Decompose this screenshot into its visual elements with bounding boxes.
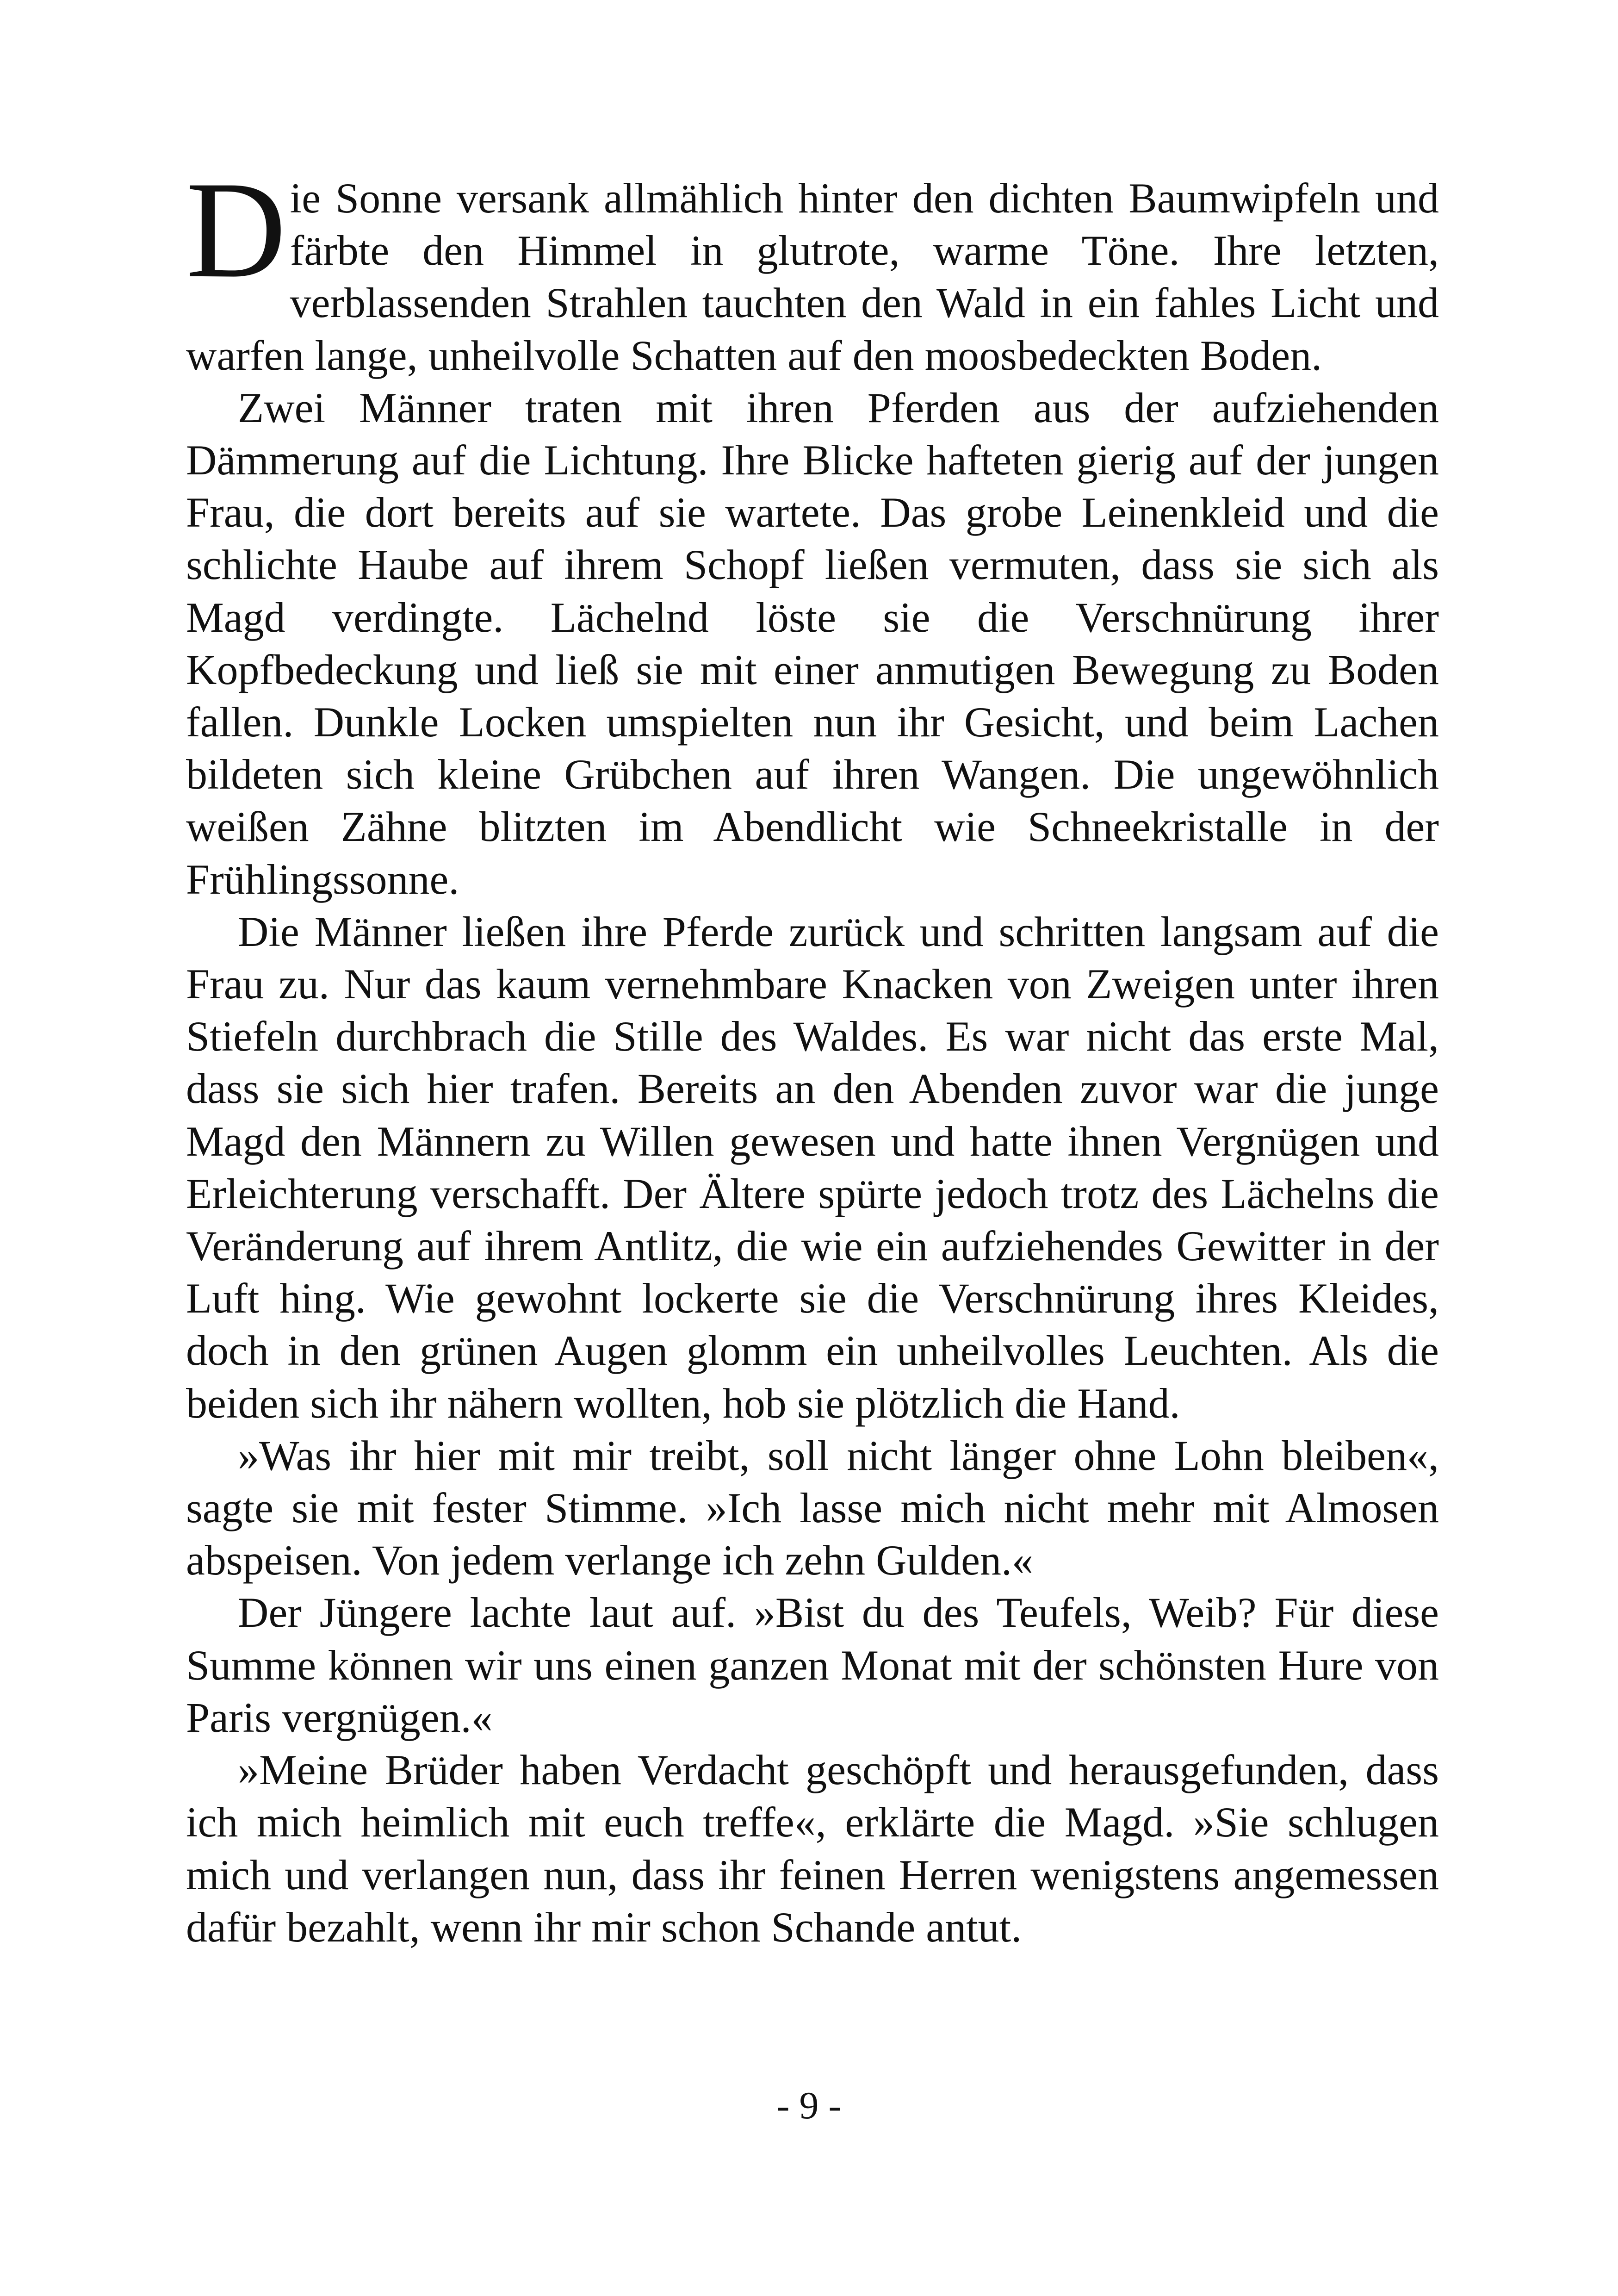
drop-cap: D [186, 153, 286, 306]
paragraph-3: Die Männer ließen ihre Pferde zurück und schritten langsam auf die Frau zu. Nur das kaum vernehmbare Knacken von Zweigen unter ihren Stiefeln durchbrach die Stille des Waldes. Es war nicht das erste Mal, dass sie sich hier trafen. Bereits an den Abenden zuvor war die junge Magd den Männern zu Willen gewesen und hatte ihnen Vergnügen und Erleichterung verschafft. Der Ältere spürte jedoch trotz des Lächelns die Veränderung auf ihrem Antlitz, die wie ein aufziehendes Gewitter in der Luft hing. Wie gewohnt lockerte sie die Verschnürung ihres Kleides, doch in den grünen Augen glomm ein unheilvolles Leuchten. Als die beiden sich ihr nähern wollten, hob sie plötzlich die Hand. [186, 908, 1439, 1427]
body-text [186, 153, 1439, 1954]
paragraph-5: Der Jüngere lachte laut auf. »Bist du des Teufels, Weib? Für diese Summe können wir uns einen ganzen Monat mit der schönsten Hure von Paris vergnügen.« [186, 1589, 1439, 1741]
paragraph-1-text: ie Sonne versank allmählich hinter den dichten Baumwipfeln und färbte den Himmel in glutrote, warme Töne. Ihre letzten, verblassenden Strahlen tauchten den Wald in ein fahles Licht und warfen lange, unheilvolle Schatten auf den moosbedeckten Boden. [186, 174, 1439, 379]
paragraph-2: Zwei Männer traten mit ihren Pferden aus der aufziehenden Dämmerung auf die Lichtung. Ihre Blicke hafteten gierig auf der jungen Frau, die dort bereits auf sie wartete. Das grobe Leinenkleid und die schlichte Haube auf ihrem Schopf ließen vermuten, dass sie sich als Magd verdingte. Lächelnd löste sie die Verschnürung ihrer Kopfbedeckung und ließ sie mit einer anmutigen Bewegung zu Boden fallen. Dunkle Locken umspielten nun ihr Gesicht, und beim Lachen bildeten sich kleine Grübchen auf ihren Wangen. Die ungewöhnlich weißen Zähne blitzten im Abendlicht wie Schneekristalle in der Frühlingssonne. [186, 384, 1439, 903]
page-number: - 9 - [776, 2084, 842, 2127]
paragraph-1 [186, 153, 1439, 382]
paragraph-4: »Was ihr hier mit mir treibt, soll nicht länger ohne Lohn bleiben«, sagte sie mit fester Stimme. »Ich lasse mich nicht mehr mit Almosen abspeisen. Von jedem verlange ich zehn Gulden.« [186, 1431, 1439, 1584]
paragraph-6: »Meine Brüder haben Verdacht geschöpft und herausgefunden, dass ich mich heimlich mit euch treffe«, erklärte die Magd. »Sie schlugen mich und verlangen nun, dass ihr feinen Herren wenigstens angemessen dafür bezahlt, wenn ihr mir schon Schande antut. [186, 1746, 1439, 1951]
